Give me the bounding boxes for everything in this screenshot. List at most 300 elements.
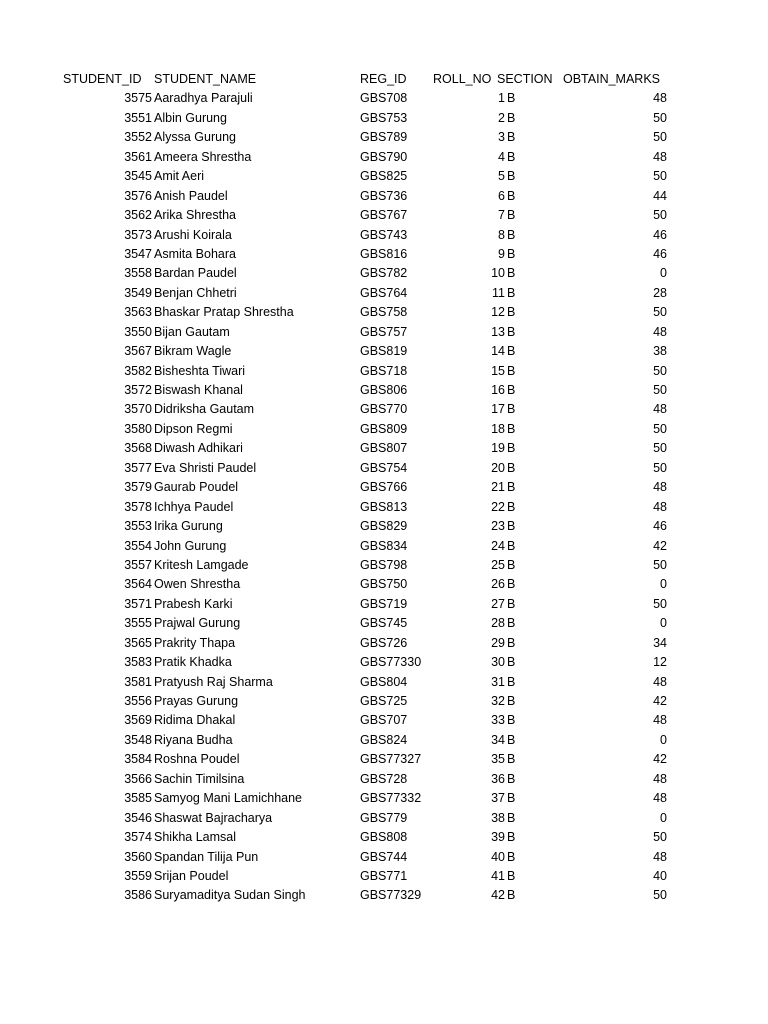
student-id-cell: 3584 [124, 752, 152, 767]
section-cell: B [507, 110, 516, 125]
student-name-cell: Amit Aeri [154, 169, 205, 184]
section-cell: B [507, 713, 516, 728]
section-cell: B [507, 849, 516, 864]
table-row [0, 614, 768, 633]
student-name-cell: Alyssa Gurung [154, 130, 236, 145]
table-row [0, 323, 768, 342]
student-name-cell: Diwash Adhikari [154, 441, 243, 456]
student-name-cell: Dipson Regmi [154, 421, 233, 436]
obtain-marks-cell: 50 [653, 557, 667, 572]
reg-id-cell: GBS758 [360, 305, 408, 320]
section-cell: B [507, 810, 516, 825]
student-name-cell: Ridima Dhakal [154, 713, 236, 728]
table-row [0, 595, 768, 614]
roll-no-cell: 20 [491, 460, 505, 475]
table-row [0, 167, 768, 186]
section-cell: B [507, 694, 516, 708]
reg-id-cell: GBS819 [360, 344, 408, 359]
section-cell: B [507, 130, 516, 145]
student-name-cell: Biswash Khanal [154, 383, 243, 397]
student-id-cell: 3564 [124, 577, 152, 592]
student-id-cell: 3548 [124, 732, 152, 747]
student-name-cell: John Gurung [154, 538, 227, 553]
reg-id-cell: GBS708 [360, 91, 408, 106]
section-cell: B [507, 421, 516, 436]
roll-no-cell: 22 [491, 499, 505, 514]
obtain-marks-cell: 50 [653, 421, 667, 436]
reg-id-cell: GBS750 [360, 577, 408, 592]
table-row [0, 400, 768, 419]
section-cell: B [507, 169, 516, 184]
student-id-cell: 3571 [124, 596, 152, 611]
table-row [0, 809, 768, 828]
reg-id-cell: GBS718 [360, 363, 408, 378]
obtain-marks-cell: 12 [653, 655, 667, 670]
section-cell: B [507, 616, 516, 631]
reg-id-cell: GBS779 [360, 810, 408, 825]
roll-no-cell: 25 [491, 557, 505, 572]
roll-no-cell: 27 [491, 596, 505, 611]
section-cell: B [507, 227, 516, 242]
obtain-marks-cell: 50 [653, 110, 667, 125]
obtain-marks-cell: 48 [653, 324, 667, 339]
section-cell: B [507, 363, 516, 378]
obtain-marks-cell: 46 [653, 227, 667, 242]
roll-no-cell: 10 [491, 266, 505, 281]
student-name-cell: Owen Shrestha [154, 577, 241, 592]
student-id-cell: 3575 [124, 91, 152, 106]
table-row [0, 731, 768, 750]
section-cell: B [507, 557, 516, 572]
student-name-cell: Ichhya Paudel [154, 499, 234, 514]
student-id-cell: 3579 [124, 480, 152, 495]
roll-no-cell: 35 [491, 752, 505, 767]
table-row [0, 848, 768, 867]
table-row [0, 770, 768, 789]
student-id-cell: 3576 [124, 188, 152, 203]
table-row [0, 556, 768, 575]
reg-id-cell: GBS834 [360, 538, 408, 553]
student-name-cell: Irika Gurung [154, 519, 223, 534]
roll-no-cell: 36 [491, 771, 505, 786]
table-row [0, 109, 768, 128]
obtain-marks-cell: 50 [653, 441, 667, 456]
roll-no-cell: 19 [491, 441, 505, 456]
student-id-cell: 3556 [124, 694, 152, 708]
obtain-marks-cell: 42 [653, 752, 667, 767]
roll-no-cell: 21 [491, 480, 505, 495]
student-id-cell: 3558 [124, 266, 152, 281]
obtain-marks-cell: 48 [653, 849, 667, 864]
table-row [0, 653, 768, 672]
section-cell: B [507, 188, 516, 203]
section-cell: B [507, 655, 516, 670]
obtain-marks-cell: 50 [653, 596, 667, 611]
student-name-cell: Prayas Gurung [154, 694, 239, 708]
section-cell: B [507, 441, 516, 456]
roll-no-cell: 2 [498, 110, 505, 125]
table-row [0, 439, 768, 458]
obtain-marks-cell: 0 [660, 266, 667, 281]
table-row [0, 206, 768, 225]
reg-id-cell: GBS782 [360, 266, 408, 281]
reg-id-cell: GBS825 [360, 169, 408, 184]
student-name-cell: Albin Gurung [154, 110, 227, 125]
table-body [0, 89, 768, 905]
student-name-cell: Bisheshta Tiwari [154, 363, 246, 378]
student-name-cell: Bhaskar Pratap Shrestha [154, 305, 294, 320]
section-cell: B [507, 868, 516, 883]
obtain-marks-cell: 48 [653, 499, 667, 514]
student-name-cell: Ameera Shrestha [154, 149, 252, 164]
obtain-marks-cell: 44 [653, 188, 667, 203]
reg-id-cell: GBS767 [360, 208, 408, 223]
reg-id-cell: GBS726 [360, 635, 408, 650]
student-id-cell: 3547 [124, 246, 152, 261]
roll-no-cell: 33 [491, 713, 505, 728]
obtain-marks-cell: 50 [653, 460, 667, 475]
section-cell: B [507, 246, 516, 261]
student-id-cell: 3557 [124, 557, 152, 572]
reg-id-cell: GBS824 [360, 732, 408, 747]
reg-id-cell: GBS745 [360, 616, 408, 631]
table-row [0, 303, 768, 322]
section-cell: B [507, 577, 516, 592]
section-cell: B [507, 480, 516, 495]
reg-id-cell: GBS809 [360, 421, 408, 436]
roll-no-cell: 28 [491, 616, 505, 631]
student-name-cell: Gaurab Poudel [154, 480, 239, 495]
student-name-cell: Prajwal Gurung [154, 616, 241, 631]
student-name-cell: Kritesh Lamgade [154, 557, 249, 572]
student-name-cell: Prabesh Karki [154, 596, 233, 611]
obtain-marks-cell: 50 [653, 383, 667, 397]
obtain-marks-cell: 0 [660, 732, 667, 747]
section-cell: B [507, 732, 516, 747]
table-row [0, 692, 768, 711]
reg-id-cell: GBS719 [360, 596, 408, 611]
roll-no-cell: 32 [491, 694, 505, 708]
student-name-cell: Shaswat Bajracharya [154, 810, 273, 825]
roll-no-cell: 12 [491, 305, 505, 320]
roll-no-cell: 38 [491, 810, 505, 825]
student-id-cell: 3577 [124, 460, 152, 475]
obtain-marks-cell: 48 [653, 91, 667, 106]
student-name-cell: Eva Shristi Paudel [154, 460, 257, 475]
reg-id-cell: GBS790 [360, 149, 408, 164]
obtain-marks-cell: 0 [660, 616, 667, 631]
table-row [0, 711, 768, 730]
roll-no-cell: 5 [498, 169, 505, 184]
table-row [0, 498, 768, 517]
roll-no-cell: 4 [498, 149, 505, 164]
student-id-cell: 3549 [124, 285, 152, 300]
student-name-cell: Shikha Lamsal [154, 830, 236, 845]
student-id-cell: 3559 [124, 868, 152, 883]
section-cell: B [507, 596, 516, 611]
section-cell: B [507, 266, 516, 281]
roll-no-cell: 8 [498, 227, 505, 242]
header-student-id: STUDENT_ID [63, 72, 142, 86]
obtain-marks-cell: 48 [653, 480, 667, 495]
student-id-cell: 3573 [124, 227, 152, 242]
roll-no-cell: 41 [491, 868, 505, 883]
obtain-marks-cell: 50 [653, 305, 667, 320]
student-id-cell: 3572 [124, 383, 152, 397]
reg-id-cell: GBS707 [360, 713, 408, 728]
student-name-cell: Arika Shrestha [154, 208, 236, 223]
reg-id-cell: GBS77327 [360, 752, 422, 767]
table-row [0, 867, 768, 886]
student-name-cell: Bijan Gautam [154, 324, 230, 339]
roll-no-cell: 6 [498, 188, 505, 203]
table-row [0, 478, 768, 497]
roll-no-cell: 29 [491, 635, 505, 650]
obtain-marks-cell: 48 [653, 402, 667, 417]
student-id-cell: 3568 [124, 441, 152, 456]
reg-id-cell: GBS754 [360, 460, 408, 475]
table-row [0, 148, 768, 167]
obtain-marks-cell: 48 [653, 713, 667, 728]
table-row [0, 575, 768, 594]
reg-id-cell: GBS770 [360, 402, 408, 417]
student-id-cell: 3545 [124, 169, 152, 184]
table-row [0, 537, 768, 556]
student-id-cell: 3574 [124, 830, 152, 845]
student-id-cell: 3565 [124, 635, 152, 650]
section-cell: B [507, 149, 516, 164]
reg-id-cell: GBS807 [360, 441, 408, 456]
student-id-cell: 3582 [124, 363, 152, 378]
reg-id-cell: GBS753 [360, 110, 408, 125]
roll-no-cell: 11 [492, 285, 505, 300]
student-id-cell: 3569 [124, 713, 152, 728]
table-row [0, 226, 768, 245]
section-cell: B [507, 499, 516, 514]
roll-no-cell: 42 [491, 888, 505, 903]
obtain-marks-cell: 48 [653, 771, 667, 786]
reg-id-cell: GBS764 [360, 285, 408, 300]
roll-no-cell: 1 [498, 91, 505, 106]
roll-no-cell: 34 [491, 732, 505, 747]
student-id-cell: 3581 [124, 674, 152, 689]
student-name-cell: Bikram Wagle [154, 344, 232, 359]
section-cell: B [507, 791, 516, 806]
header-row [0, 70, 768, 89]
student-name-cell: Samyog Mani Lamichhane [154, 791, 302, 806]
student-name-cell: Pratyush Raj Sharma [154, 674, 273, 689]
table-row [0, 187, 768, 206]
student-id-cell: 3563 [124, 305, 152, 320]
table-row [0, 245, 768, 264]
table-row [0, 284, 768, 303]
roll-no-cell: 18 [491, 421, 505, 436]
reg-id-cell: GBS804 [360, 674, 408, 689]
table-row [0, 459, 768, 478]
student-name-cell: Sachin Timilsina [154, 771, 245, 786]
student-name-cell: Arushi Koirala [154, 227, 232, 242]
reg-id-cell: GBS789 [360, 130, 408, 145]
obtain-marks-cell: 48 [653, 791, 667, 806]
section-cell: B [507, 674, 516, 689]
student-id-cell: 3560 [124, 849, 152, 864]
roll-no-cell: 39 [491, 830, 505, 845]
student-name-cell: Roshna Poudel [154, 752, 240, 767]
student-id-cell: 3580 [124, 421, 152, 436]
reg-id-cell: GBS829 [360, 519, 408, 534]
student-name-cell: Riyana Budha [154, 732, 233, 747]
student-id-cell: 3570 [124, 402, 152, 417]
student-id-cell: 3583 [124, 655, 152, 670]
obtain-marks-cell: 34 [653, 635, 667, 650]
roll-no-cell: 3 [498, 130, 505, 145]
reg-id-cell: GBS743 [360, 227, 408, 242]
student-id-cell: 3562 [124, 208, 152, 223]
reg-id-cell: GBS77332 [360, 791, 422, 806]
student-id-cell: 3550 [124, 324, 152, 339]
student-id-cell: 3546 [124, 810, 152, 825]
table-row [0, 342, 768, 361]
section-cell: B [507, 344, 516, 359]
table-row [0, 264, 768, 283]
reg-id-cell: GBS813 [360, 499, 408, 514]
roll-no-cell: 30 [491, 655, 505, 670]
table-row [0, 789, 768, 808]
obtain-marks-cell: 50 [653, 888, 667, 903]
reg-id-cell: GBS771 [360, 868, 408, 883]
obtain-marks-cell: 0 [660, 810, 667, 825]
roll-no-cell: 26 [491, 577, 505, 592]
reg-id-cell: GBS766 [360, 480, 408, 495]
student-id-cell: 3552 [124, 130, 152, 145]
header-reg-id: REG_ID [360, 72, 407, 86]
section-cell: B [507, 519, 516, 534]
student-id-cell: 3578 [124, 499, 152, 514]
roll-no-cell: 15 [491, 363, 505, 378]
student-name-cell: Aaradhya Parajuli [154, 91, 253, 106]
section-cell: B [507, 208, 516, 223]
table-row [0, 750, 768, 769]
section-cell: B [507, 830, 516, 845]
obtain-marks-cell: 50 [653, 363, 667, 378]
reg-id-cell: GBS728 [360, 771, 408, 786]
reg-id-cell: GBS736 [360, 188, 408, 203]
table-row [0, 828, 768, 847]
reg-id-cell: GBS77329 [360, 888, 422, 903]
roll-no-cell: 40 [491, 849, 505, 864]
obtain-marks-cell: 50 [653, 830, 667, 845]
student-id-cell: 3561 [124, 149, 152, 164]
obtain-marks-cell: 50 [653, 169, 667, 184]
student-marks-sheet [0, 70, 768, 906]
table-row [0, 634, 768, 653]
student-name-cell: Asmita Bohara [154, 246, 236, 261]
student-id-cell: 3586 [124, 888, 152, 903]
roll-no-cell: 17 [491, 402, 505, 417]
student-name-cell: Prakrity Thapa [154, 635, 236, 650]
roll-no-cell: 24 [491, 538, 505, 553]
reg-id-cell: GBS744 [360, 849, 408, 864]
section-cell: B [507, 538, 516, 553]
reg-id-cell: GBS808 [360, 830, 408, 845]
table-row [0, 128, 768, 147]
student-id-cell: 3555 [124, 616, 152, 631]
student-name-cell: Suryamaditya Sudan Singh [154, 888, 306, 903]
section-cell: B [507, 888, 516, 903]
obtain-marks-cell: 42 [653, 538, 667, 553]
obtain-marks-cell: 46 [653, 519, 667, 534]
reg-id-cell: GBS77330 [360, 655, 422, 670]
table-row [0, 673, 768, 692]
obtain-marks-cell: 28 [653, 285, 667, 300]
section-cell: B [507, 752, 516, 767]
obtain-marks-cell: 50 [653, 130, 667, 145]
table-row [0, 517, 768, 536]
section-cell: B [507, 324, 516, 339]
obtain-marks-cell: 46 [653, 246, 667, 261]
student-name-cell: Didriksha Gautam [154, 402, 255, 417]
table-row [0, 886, 768, 905]
student-id-cell: 3567 [124, 344, 152, 359]
obtain-marks-cell: 38 [653, 344, 667, 359]
reg-id-cell: GBS798 [360, 557, 408, 572]
header-obtain-marks: OBTAIN_MARKS [563, 72, 661, 86]
section-cell: B [507, 305, 516, 320]
header-roll-no: ROLL_NO [433, 72, 492, 86]
roll-no-cell: 16 [491, 383, 505, 397]
header-student-name: STUDENT_NAME [154, 72, 257, 86]
section-cell: B [507, 635, 516, 650]
student-id-cell: 3553 [124, 519, 152, 534]
reg-id-cell: GBS725 [360, 694, 408, 708]
student-id-cell: 3585 [124, 791, 152, 806]
roll-no-cell: 37 [491, 791, 505, 806]
roll-no-cell: 23 [491, 519, 505, 534]
table-row [0, 362, 768, 381]
student-name-cell: Anish Paudel [154, 188, 228, 203]
roll-no-cell: 9 [498, 246, 505, 261]
roll-no-cell: 31 [491, 674, 505, 689]
table-row [0, 89, 768, 108]
student-name-cell: Benjan Chhetri [154, 285, 237, 300]
section-cell: B [507, 771, 516, 786]
section-cell: B [507, 91, 516, 106]
obtain-marks-cell: 0 [660, 577, 667, 592]
obtain-marks-cell: 50 [653, 208, 667, 223]
obtain-marks-cell: 48 [653, 149, 667, 164]
student-id-cell: 3554 [124, 538, 152, 553]
student-id-cell: 3566 [124, 771, 152, 786]
student-id-cell: 3551 [124, 110, 152, 125]
obtain-marks-cell: 42 [653, 694, 667, 708]
section-cell: B [507, 285, 516, 300]
section-cell: B [507, 402, 516, 417]
header-section: SECTION [497, 72, 553, 86]
student-name-cell: Srijan Poudel [154, 868, 229, 883]
section-cell: B [507, 460, 516, 475]
student-name-cell: Spandan Tilija Pun [154, 849, 259, 864]
reg-id-cell: GBS806 [360, 383, 408, 397]
roll-no-cell: 7 [498, 208, 505, 223]
student-name-cell: Pratik Khadka [154, 655, 232, 670]
section-cell: B [507, 383, 516, 397]
obtain-marks-cell: 48 [653, 674, 667, 689]
roll-no-cell: 13 [491, 324, 505, 339]
obtain-marks-cell: 40 [653, 868, 667, 883]
table-row [0, 381, 768, 400]
student-name-cell: Bardan Paudel [154, 266, 237, 281]
reg-id-cell: GBS757 [360, 324, 408, 339]
